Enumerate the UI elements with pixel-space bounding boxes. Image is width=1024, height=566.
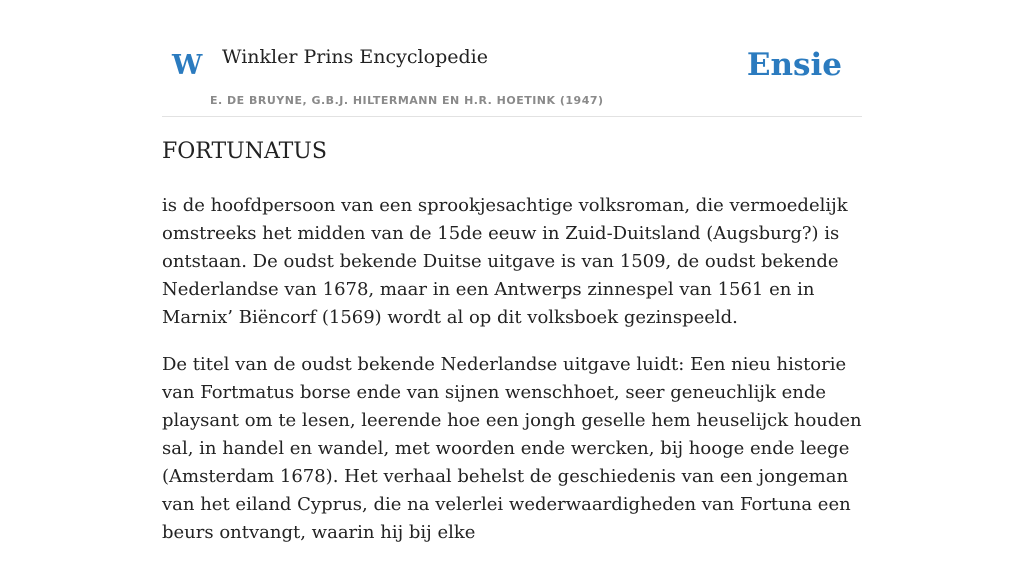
source-header: [162, 0, 862, 117]
source-logo-icon: W: [172, 50, 203, 81]
source-title[interactable]: Winkler Prins Encyclopedie: [222, 46, 488, 68]
article-body: [162, 192, 862, 566]
ensie-logo[interactable]: Ensie: [746, 47, 842, 83]
article-paragraph: is de hoofdpersoon van een sprookjesachtige volksroman, die vermoedelijk omstreeks het midden van de 15de eeuw in Zuid-Duitsland (Augsburg?) is ontstaan. De oudst bekende Duitse uitgave is van 1509, de oudst bekende Nederlandse van 1678, maar in een Antwerps zinnespel van 1561 en in Marnix’ Biëncorf (1569) wordt al op dit volksboek gezinspeeld.: [162, 195, 848, 328]
article-paragraph: De titel van de oudst bekende Nederlandse uitgave luidt: Een nieu historie van Fortmatus borse ende van sijnen wenschhoet, seer geneuchlijk ende playsant om te lesen, leerende hoe een jongh geselle hem heuselijck houden sal, in handel en wandel, met woorden ende wercken, bij hooge ende leege (Amsterdam 1678). Het verhaal behelst de geschiedenis van een jongeman van het eiland Cyprus, die na velerlei wederwaardigheden van Fortuna een beurs ontvangt, waarin hij bij elke: [162, 354, 862, 543]
article-title: FORTUNATUS: [162, 139, 327, 164]
source-authors: E. DE BRUYNE, G.B.J. HILTERMANN EN H.R. HOETINK (1947): [210, 94, 604, 107]
page: [162, 0, 862, 543]
